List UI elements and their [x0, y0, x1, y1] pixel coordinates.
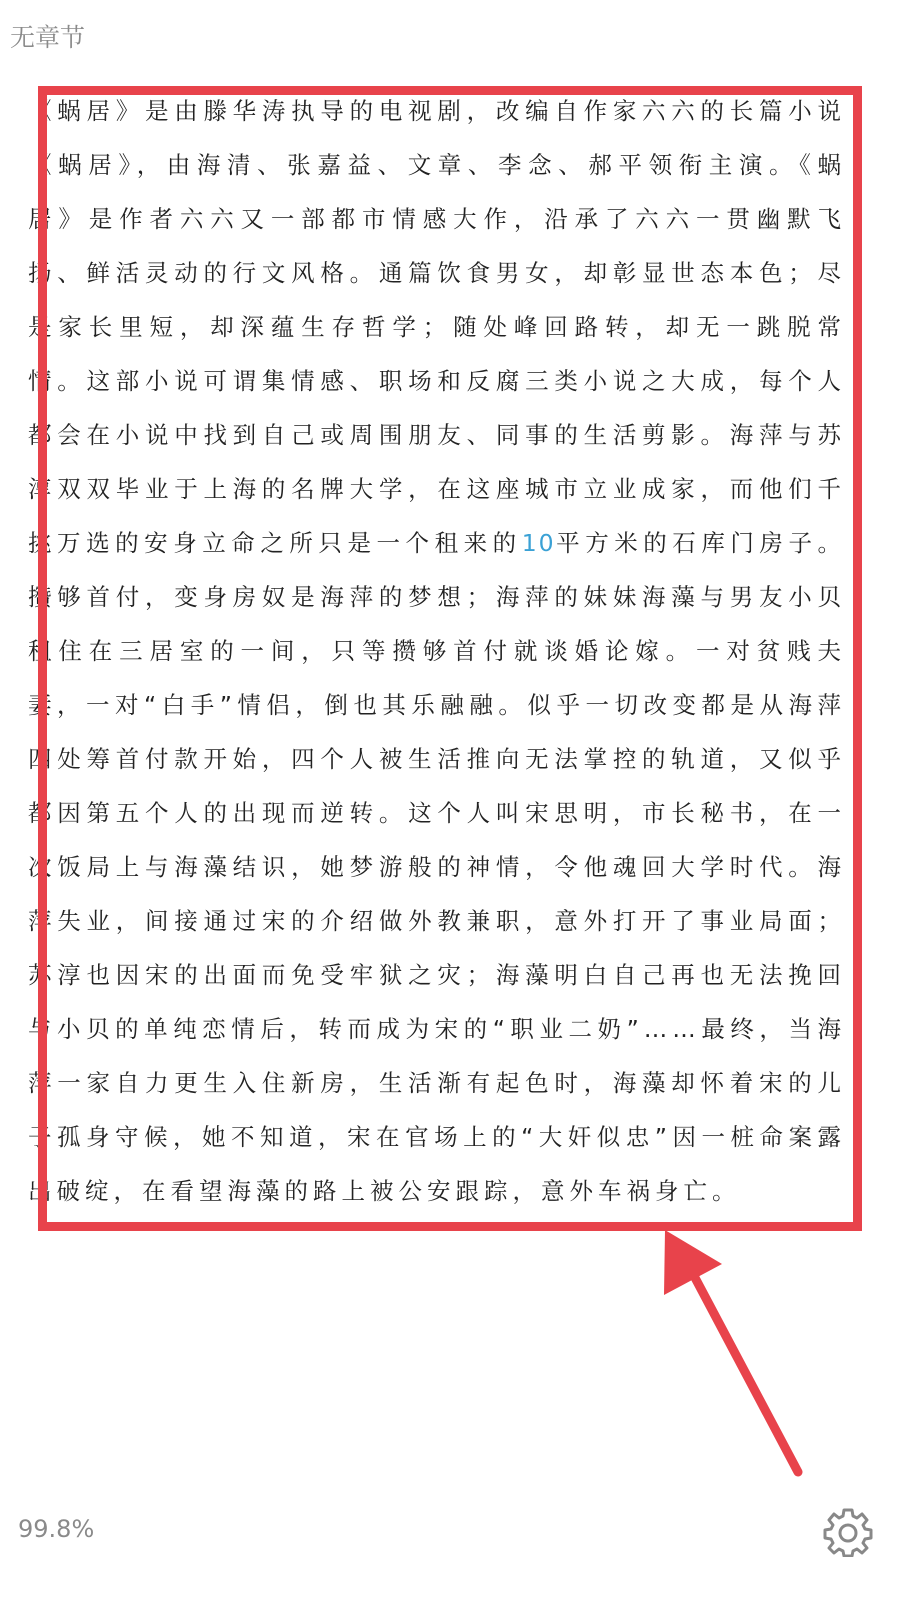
- highlighted-number: 10: [521, 529, 556, 557]
- reading-progress: 99.8%: [18, 1515, 95, 1543]
- paragraph-text-part-1: 《蜗居》是由滕华涛执导的电视剧，改编自作家六六的长篇小说《蜗居》，由海清、张嘉益、文章、李念、郝平领衔主演。《蜗居》是作者六六又一部都市情感大作，沿承了六六一贯幽默飞扬、鲜活灵动的行文风格。通篇饮食男女，却彰显世态本色；尽是家长里短，却深蕴生存哲学；随处峰回路转，却无一跳脱常情。这部小说可谓集情感、职场和反腐三类小说之大成，每个人都会在小说中找到自己或周围朋友、同事的生活剪影。海萍与苏淳双双毕业于上海的名牌大学，在这座城市立业成家，而他们千挑万选的安身立命之所只是一个租来的: [28, 97, 846, 557]
- settings-button[interactable]: [822, 1505, 874, 1557]
- book-paragraph: [28, 84, 846, 1218]
- chapter-title: 无章节: [10, 23, 86, 52]
- gear-icon: [822, 1505, 874, 1557]
- reader-text-area[interactable]: [28, 84, 846, 1224]
- paragraph-text-part-2: 平方米的石库门房子。攒够首付，变身房奴是海萍的梦想；海萍的妹妹海藻与男友小贝租住在三居室的一间，只等攒够首付就谈婚论嫁。一对贫贱夫妻，一对“白手”情侣，倒也其乐融融。似乎一切改变都是从海萍四处筹首付款开始，四个人被生活推向无法掌控的轨道，又似乎都因第五个人的出现而逆转。这个人叫宋思明，市长秘书，在一次饭局上与海藻结识，她梦游般的神情，令他魂回大学时代。海萍失业，间接通过宋的介绍做外教兼职，意外打开了事业局面；苏淳也因宋的出面而免受牢狱之灾；海藻明白自己再也无法挽回与小贝的单纯恋情后，转而成为宋的“职业二奶”……最终，当海萍一家自力更生入住新房，生活渐有起色时，海藻却怀着宋的儿子孤身守候，她不知道，宋在官场上的“大奸似忠”因一桩命案露出破绽，在看望海藻的路上被公安跟踪，意外车祸身亡。: [28, 529, 846, 1205]
- annotation-arrow-icon: [640, 1220, 820, 1490]
